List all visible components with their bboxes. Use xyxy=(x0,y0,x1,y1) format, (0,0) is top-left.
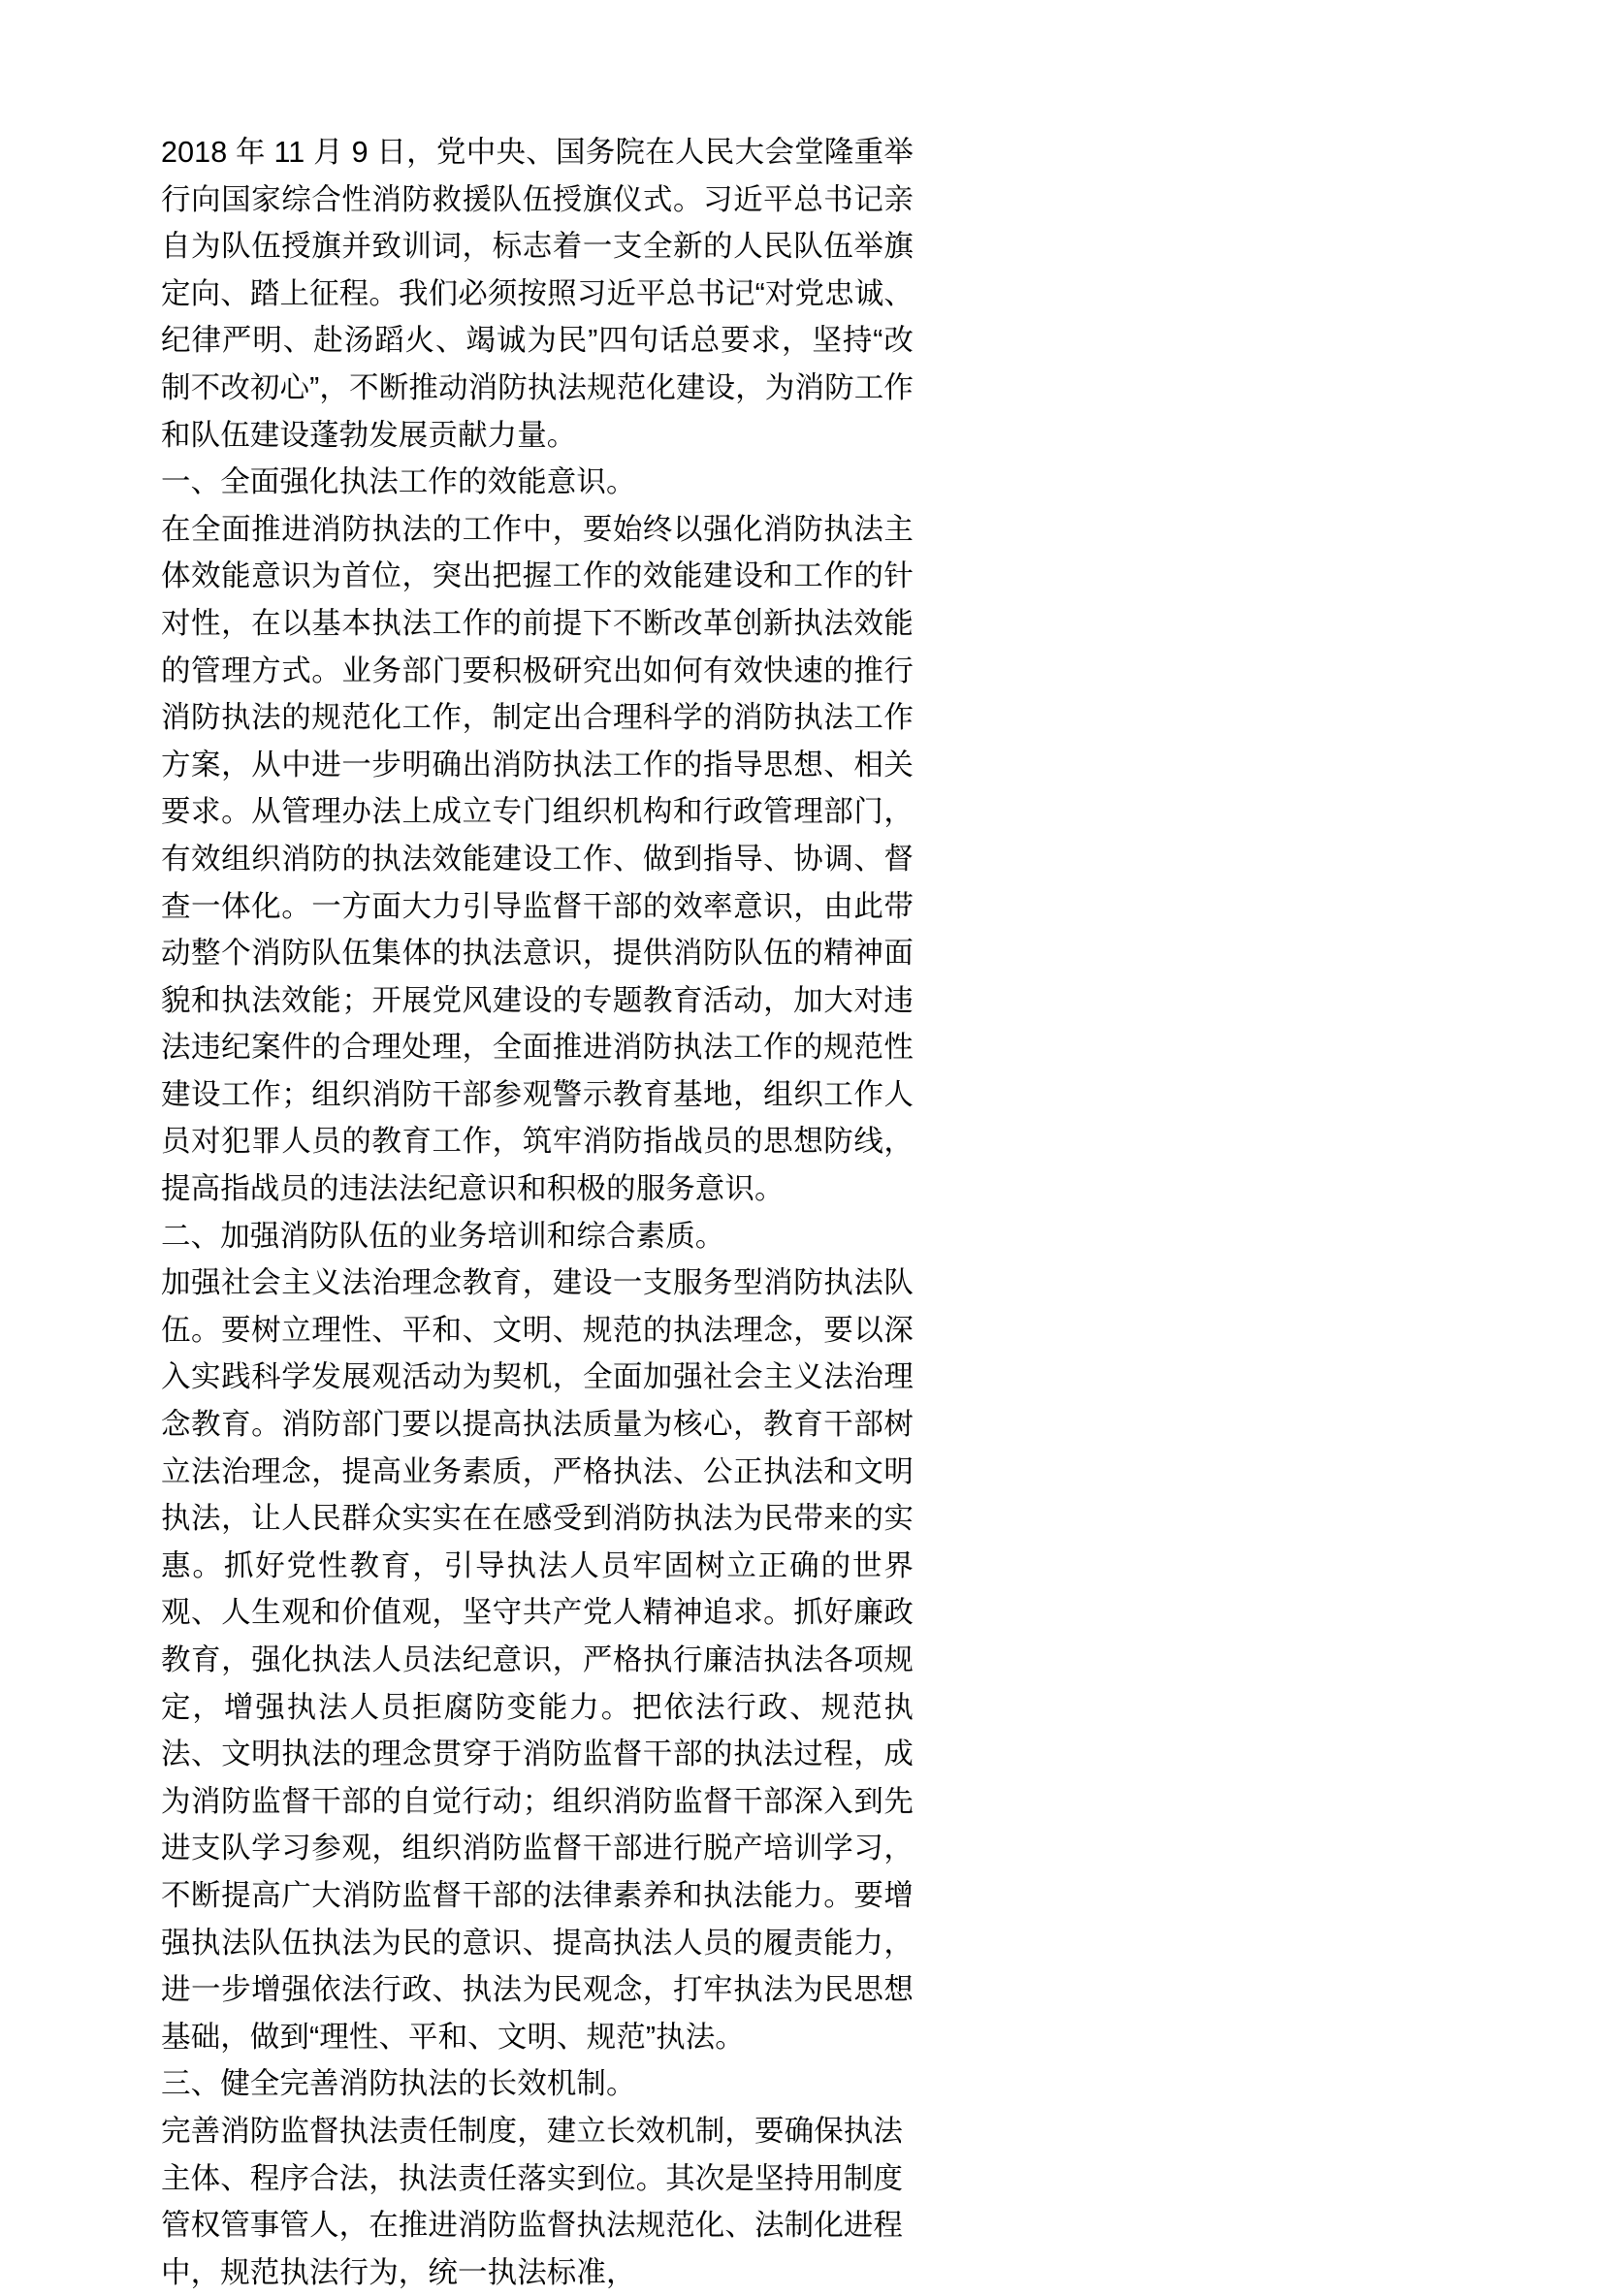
paragraph-section-two-body: 加强社会主义法治理念教育，建设一支服务型消防执法队伍。要树立理性、平和、文明、规范的执法理念，要以深入实践科学发展观活动为契机，全面加强社会主义法治理念教育。消防部门要以提高执法质量为核心，教育干部树立法治理念，提高业务素质，严格执法、公正执法和文明执法，让人民群众实实在在感受到消防执法为民带来的实惠。抓好党性教育，引导执法人员牢固树立正确的世界观、人生观和价值观，坚守共产党人精神追求。抓好廉政教育，强化执法人员法纪意识，严格执行廉洁执法各项规定，增强执法人员拒腐防变能力。把依法行政、规范执法、文明执法的理念贯穿于消防监督干部的执法过程，成为消防监督干部的自觉行动；组织消防监督干部深入到先进支队学习参观，组织消防监督干部进行脱产培训学习，不断提高广大消防监督干部的法律素养和执法能力。要增强执法队伍执法为民的意识、提高执法人员的履责能力，进一步增强依法行政、执法为民观念，打牢执法为民思想基础，做到“理性、平和、文明、规范”执法。 xyxy=(161,1266,914,2054)
document-text-body xyxy=(161,129,914,2296)
paragraph-section-three-body: 完善消防监督执法责任制度，建立长效机制，要确保执法主体、程序合法，执法责任落实到位。其次是坚持用制度管权管事管人，在推进消防监督执法规范化、法制化进程中，规范执法行为，统一执法标准， xyxy=(161,2114,903,2289)
paragraph-section-one-body: 在全面推进消防执法的工作中，要始终以强化消防执法主体效能意识为首位，突出把握工作的效能建设和工作的针对性，在以基本执法工作的前提下不断改革创新执法效能的管理方式。业务部门要积极研究出如何有效快速的推行消防执法的规范化工作，制定出合理科学的消防执法工作方案，从中进一步明确出消防执法工作的指导思想、相关要求。从管理办法上成立专门组织机构和行政管理部门，有效组织消防的执法效能建设工作、做到指导、协调、督查一体化。一方面大力引导监督干部的效率意识，由此带动整个消防队伍集体的执法意识，提供消防队伍的精神面貌和执法效能；开展党风建设的专题教育活动，加大对违法违纪案件的合理处理，全面推进消防执法工作的规范性建设工作；组织消防干部参观警示教育基地，组织工作人员对犯罪人员的教育工作，筑牢消防指战员的思想防线，提高指战员的违法法纪意识和积极的服务意识。 xyxy=(161,512,914,1206)
paragraph-intro: 2018 年 11 月 9 日，党中央、国务院在人民大会堂隆重举行向国家综合性消防救援队伍授旗仪式。习近平总书记亲自为队伍授旗并致训词，标志着一支全新的人民队伍举旗定向、踏上征程。我们必须按照习近平总书记“对党忠诚、纪律严明、赴汤蹈火、竭诚为民”四句话总要求，坚持“改制不改初心”，不断推动消防执法规范化建设，为消防工作和队伍建设蓬勃发展贡献力量。 xyxy=(161,136,914,452)
section-heading-three: 三、健全完善消防执法的长效机制。 xyxy=(161,2067,636,2101)
section-heading-two: 二、加强消防队伍的业务培训和综合素质。 xyxy=(161,1219,725,1253)
section-heading-one: 一、全面强化执法工作的效能意识。 xyxy=(161,465,636,499)
